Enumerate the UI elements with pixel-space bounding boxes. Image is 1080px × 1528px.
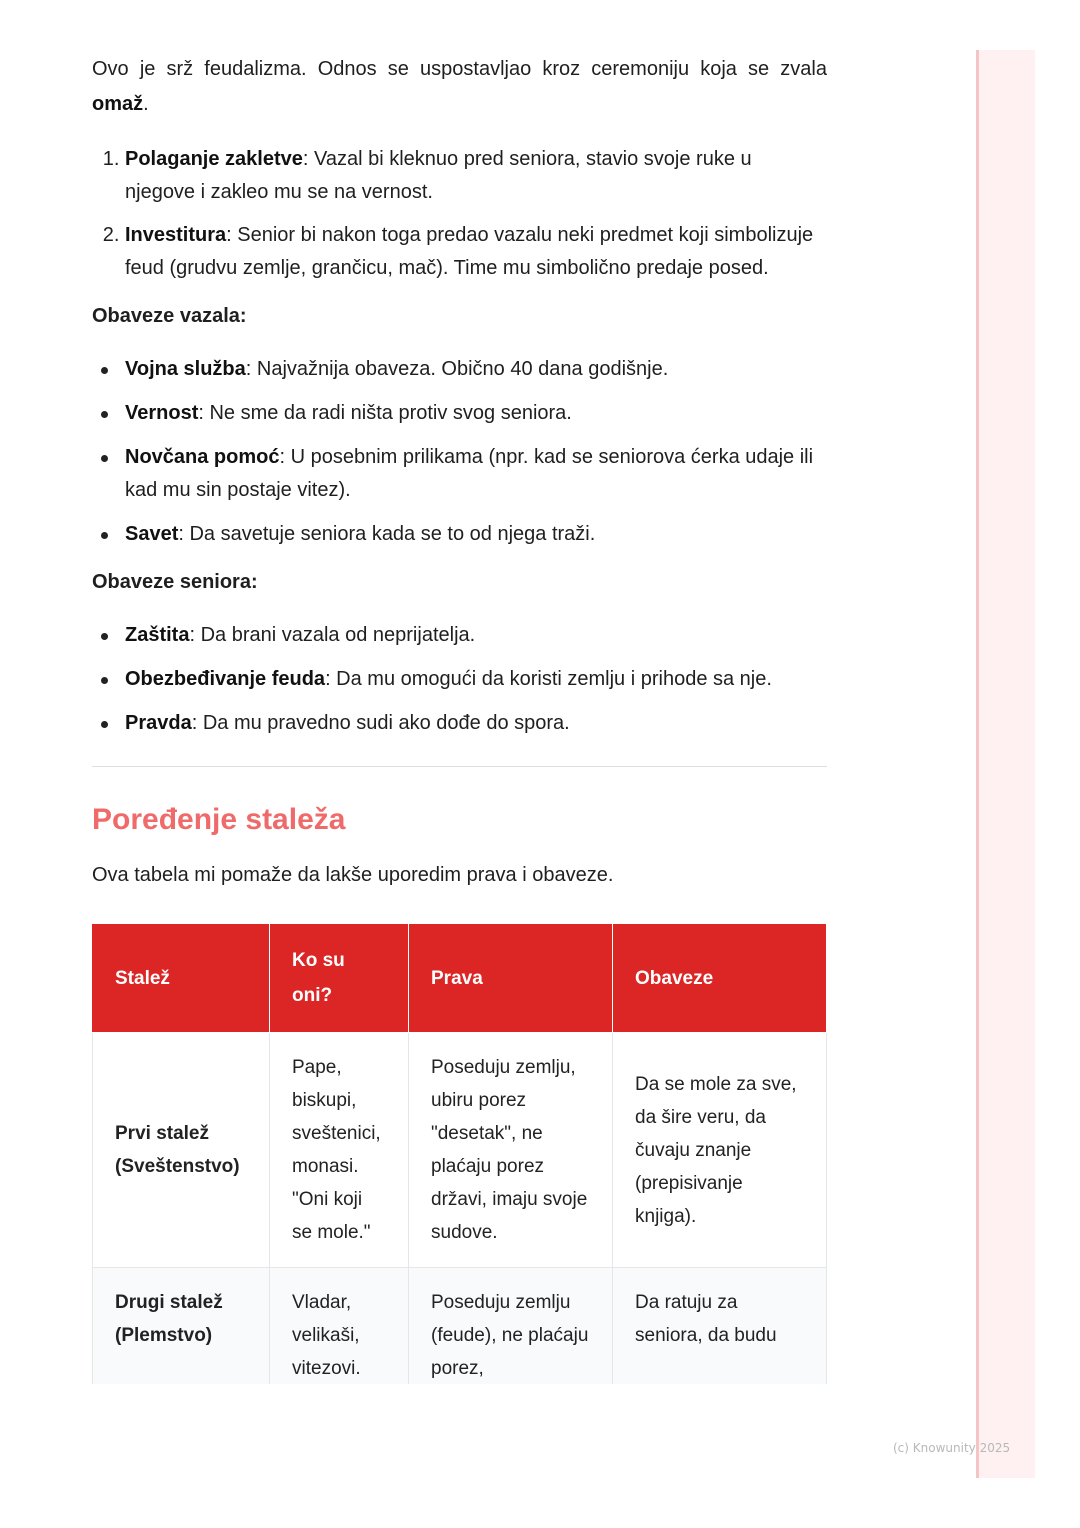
intro-paragraph bbox=[92, 52, 827, 122]
step-item bbox=[125, 219, 827, 285]
table-intro: Ova tabela mi pomaže da lakše uporedim prava i obaveze. bbox=[92, 864, 614, 886]
vassal-heading: Obaveze vazala: bbox=[92, 305, 247, 327]
list-item bbox=[92, 619, 827, 652]
table-cell: Poseduju zemlju (feude), ne plaćaju porez, bbox=[409, 1268, 613, 1385]
bullet-icon bbox=[101, 633, 108, 640]
senior-heading: Obaveze seniora: bbox=[92, 571, 258, 593]
item-text: : Ne sme da radi ništa protiv svog seniora. bbox=[198, 402, 572, 424]
intro-end: . bbox=[143, 93, 149, 115]
section-title: Poređenje staleža bbox=[92, 803, 346, 836]
table-header-row bbox=[93, 924, 827, 1033]
item-term: Zaštita bbox=[125, 624, 190, 646]
list-item bbox=[92, 707, 827, 740]
item-text: : Da savetuje seniora kada se to od njega traži. bbox=[178, 523, 596, 545]
step-text: : Vazal bi kleknuo pred seniora, stavio svoje ruke u njegove i zakleo mu se na vernost. bbox=[125, 148, 752, 203]
item-text: : Najvažnija obaveza. Obično 40 dana godišnje. bbox=[245, 358, 669, 380]
table-cell: Pape, biskupi, sveštenici, monasi. "Oni koji se mole." bbox=[270, 1033, 409, 1268]
column-header: Stalež bbox=[93, 924, 270, 1033]
column-header: Ko su oni? bbox=[270, 924, 409, 1033]
step-term: Polaganje zakletve bbox=[125, 148, 303, 170]
item-text: : Da brani vazala od neprijatelja. bbox=[189, 624, 476, 646]
table-cell: Da ratuju za seniora, da budu bbox=[613, 1268, 827, 1385]
item-term: Obezbeđivanje feuda bbox=[125, 668, 326, 690]
table-cell: Da se mole za sve, da šire veru, da čuvaju znanje (prepisivanje knjiga). bbox=[613, 1033, 827, 1268]
section-divider bbox=[92, 766, 827, 767]
item-term: Novčana pomoć bbox=[125, 446, 280, 468]
step-item bbox=[125, 143, 827, 209]
item-term: Pravda bbox=[125, 712, 192, 734]
bullet-icon bbox=[101, 721, 108, 728]
table-row bbox=[93, 1268, 827, 1385]
item-term: Savet bbox=[125, 523, 179, 545]
table-viewport bbox=[92, 890, 827, 1384]
table-cell: Prvi stalež (Sveštenstvo) bbox=[93, 1033, 270, 1268]
table-row bbox=[93, 1033, 827, 1268]
senior-list bbox=[92, 619, 827, 740]
list-item bbox=[92, 441, 827, 507]
item-term: Vojna služba bbox=[125, 358, 246, 380]
intro-term: omaž bbox=[92, 93, 144, 115]
intro-text: Ovo je srž feudalizma. Odnos se uspostavljao kroz ceremoniju koja se zvala bbox=[92, 58, 827, 80]
bullet-icon bbox=[101, 532, 108, 539]
list-item bbox=[92, 663, 827, 696]
list-item bbox=[92, 353, 827, 386]
table-cell: Vladar, velikaši, vitezovi. bbox=[270, 1268, 409, 1385]
step-text: : Senior bi nakon toga predao vazalu neki predmet koji simbolizuje feud (grudvu zemlje, grančicu, mač). Time mu simbolično predaje posed. bbox=[125, 224, 814, 279]
item-text: : Da mu pravedno sudi ako dođe do spora. bbox=[191, 712, 570, 734]
bullet-icon bbox=[101, 411, 108, 418]
margin-band bbox=[976, 50, 1035, 1478]
step-term: Investitura bbox=[125, 224, 227, 246]
bullet-icon bbox=[101, 367, 108, 374]
copyright-label: (c) Knowunity 2025 bbox=[893, 1441, 1011, 1455]
comparison-table bbox=[92, 923, 827, 1384]
item-text: : Da mu omogući da koristi zemlju i prihode sa nje. bbox=[325, 668, 772, 690]
bullet-icon bbox=[101, 455, 108, 462]
vassal-list bbox=[92, 353, 827, 551]
column-header: Obaveze bbox=[613, 924, 827, 1033]
column-header: Prava bbox=[409, 924, 613, 1033]
item-text: : U posebnim prilikama (npr. kad se seniorova ćerka udaje ili kad mu sin postaje vitez). bbox=[125, 446, 814, 501]
item-term: Vernost bbox=[125, 402, 199, 424]
table-cell: Poseduju zemlju, ubiru porez "desetak", ne plaćaju porez državi, imaju svoje sudove. bbox=[409, 1033, 613, 1268]
ceremony-steps bbox=[92, 143, 827, 285]
bullet-icon bbox=[101, 677, 108, 684]
document-page bbox=[92, 52, 827, 1384]
list-item bbox=[92, 397, 827, 430]
list-item bbox=[92, 518, 827, 551]
table-cell: Drugi stalež (Plemstvo) bbox=[93, 1268, 270, 1385]
